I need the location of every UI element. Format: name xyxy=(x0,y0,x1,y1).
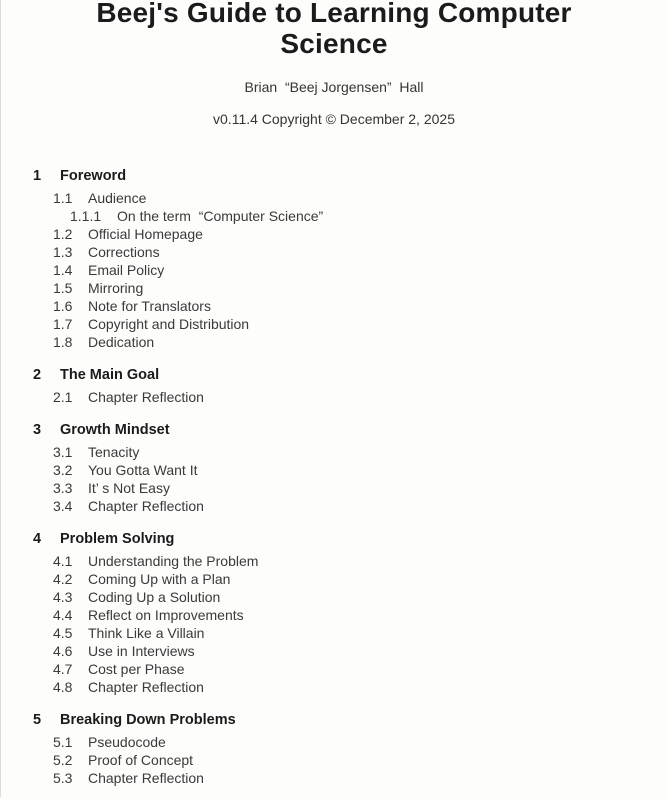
toc-entry[interactable] xyxy=(0,443,668,461)
toc-entry-link[interactable]: Reflect on Improvements xyxy=(88,607,244,623)
toc-entry-number: 3.3 xyxy=(53,480,73,496)
toc-chapter-heading[interactable] xyxy=(0,530,668,548)
toc-entry-link[interactable]: Proof of Concept xyxy=(88,752,194,768)
toc-chapter-link[interactable]: Growth Mindset xyxy=(60,422,170,438)
toc-entry-link[interactable]: Note for Translators xyxy=(88,298,211,314)
toc-entry-number: 4.4 xyxy=(53,607,73,623)
toc-entry[interactable] xyxy=(0,769,668,787)
toc-chapter-link[interactable]: Foreword xyxy=(60,168,127,184)
toc-entry-link[interactable]: Chapter Reflection xyxy=(88,679,204,695)
toc-entry-link[interactable]: Use in Interviews xyxy=(88,643,195,659)
toc-entry-number: 5.1 xyxy=(53,734,73,750)
toc-entry-number: 3.4 xyxy=(53,498,73,514)
toc-chapter-heading[interactable] xyxy=(0,366,668,384)
toc-entry[interactable] xyxy=(0,479,668,497)
table-of-contents xyxy=(0,167,668,787)
toc-entry-link[interactable]: Copyright and Distribution xyxy=(88,316,250,332)
toc-entry-number: 5.3 xyxy=(53,770,73,786)
toc-entry-number: 1.1.1 xyxy=(70,208,102,224)
toc-entry-number: 3.1 xyxy=(53,444,73,460)
author-line: Brian “Beej Jorgensen” Hall xyxy=(244,79,424,95)
toc-entry[interactable] xyxy=(0,660,668,678)
toc-entry-number: 4.6 xyxy=(53,643,73,659)
toc-chapter-number: 3 xyxy=(33,422,42,438)
toc-entry[interactable] xyxy=(0,751,668,769)
toc-chapter-number: 2 xyxy=(33,367,42,383)
toc-entry-link[interactable]: Coding Up a Solution xyxy=(88,589,221,605)
toc-entry[interactable] xyxy=(0,261,668,279)
toc-entry-link[interactable]: It’ s Not Easy xyxy=(88,480,170,496)
toc-entry[interactable] xyxy=(0,497,668,515)
toc-chapter-number: 1 xyxy=(33,168,42,184)
toc-entry-link[interactable]: Mirroring xyxy=(88,280,144,296)
toc-entry-number: 1.5 xyxy=(53,280,73,296)
toc-entry-link[interactable]: Audience xyxy=(88,190,147,206)
toc-entry[interactable] xyxy=(0,678,668,696)
toc-entry[interactable] xyxy=(0,333,668,351)
toc-entry[interactable] xyxy=(0,570,668,588)
toc-entry-link[interactable]: Understanding the Problem xyxy=(88,553,259,569)
toc-chapter-link[interactable]: Breaking Down Problems xyxy=(60,712,236,728)
toc-entry[interactable] xyxy=(0,461,668,479)
toc-entry[interactable] xyxy=(0,315,668,333)
toc-entry-number: 4.7 xyxy=(53,661,73,677)
toc-chapter-heading[interactable] xyxy=(0,167,668,185)
toc-entry-link[interactable]: Dedication xyxy=(88,334,155,350)
toc-entry-number: 4.8 xyxy=(53,679,73,695)
toc-entry[interactable] xyxy=(0,588,668,606)
toc-entry-link[interactable]: Pseudocode xyxy=(88,734,166,750)
toc-entry-number: 3.2 xyxy=(53,462,73,478)
toc-entry-number: 1.1 xyxy=(53,190,73,206)
toc-entry[interactable] xyxy=(0,279,668,297)
toc-entry-number: 1.7 xyxy=(53,316,73,332)
toc-entry-link[interactable]: Tenacity xyxy=(88,444,140,460)
toc-entry-link[interactable]: Email Policy xyxy=(88,262,165,278)
toc-entry[interactable] xyxy=(0,243,668,261)
toc-entry[interactable] xyxy=(0,189,668,207)
toc-entry[interactable] xyxy=(0,225,668,243)
toc-chapter-number: 5 xyxy=(33,712,42,728)
toc-chapter-heading[interactable] xyxy=(0,711,668,729)
toc-entry[interactable] xyxy=(0,606,668,624)
toc-entry[interactable] xyxy=(0,733,668,751)
toc-entry-link[interactable]: Coming Up with a Plan xyxy=(88,571,231,587)
toc-entry-link[interactable]: Cost per Phase xyxy=(88,661,185,677)
toc-entry-number: 1.8 xyxy=(53,334,73,350)
toc-entry-number: 1.2 xyxy=(53,226,73,242)
toc-entry[interactable] xyxy=(0,388,668,406)
toc-entry-number: 1.6 xyxy=(53,298,73,314)
toc-chapter-number: 4 xyxy=(33,531,42,547)
toc-entry-number: 1.4 xyxy=(53,262,73,278)
toc-entry-number: 4.3 xyxy=(53,589,73,605)
toc-entry-number: 1.3 xyxy=(53,244,73,260)
toc-entry-number: 5.2 xyxy=(53,752,73,768)
toc-entry-link[interactable]: Think Like a Villain xyxy=(88,625,205,641)
toc-entry-link[interactable]: Chapter Reflection xyxy=(88,498,204,514)
toc-entry[interactable] xyxy=(0,297,668,315)
toc-entry[interactable] xyxy=(0,207,668,225)
left-edge-border xyxy=(0,0,1,797)
toc-entry-number: 4.1 xyxy=(53,553,73,569)
toc-entry-number: 4.5 xyxy=(53,625,73,641)
toc-entry-number: 4.2 xyxy=(53,571,73,587)
toc-entry[interactable] xyxy=(0,642,668,660)
version-copyright-line: v0.11.4 Copyright © December 2, 2025 xyxy=(213,111,455,127)
toc-chapter-heading[interactable] xyxy=(0,421,668,439)
toc-entry[interactable] xyxy=(0,552,668,570)
document-title: Beej's Guide to Learning Computer Science xyxy=(96,0,572,59)
toc-entry-link[interactable]: Official Homepage xyxy=(88,226,203,242)
toc-entry-link[interactable]: Chapter Reflection xyxy=(88,389,204,405)
toc-chapter-link[interactable]: Problem Solving xyxy=(60,531,175,547)
toc-entry[interactable] xyxy=(0,624,668,642)
toc-entry-link[interactable]: You Gotta Want It xyxy=(88,462,198,478)
toc-entry-link[interactable]: Chapter Reflection xyxy=(88,770,204,786)
toc-entry-link[interactable]: On the term “Computer Science” xyxy=(117,208,324,224)
toc-entry-link[interactable]: Corrections xyxy=(88,244,160,260)
toc-chapter-link[interactable]: The Main Goal xyxy=(60,367,160,383)
toc-entry-number: 2.1 xyxy=(53,389,73,405)
